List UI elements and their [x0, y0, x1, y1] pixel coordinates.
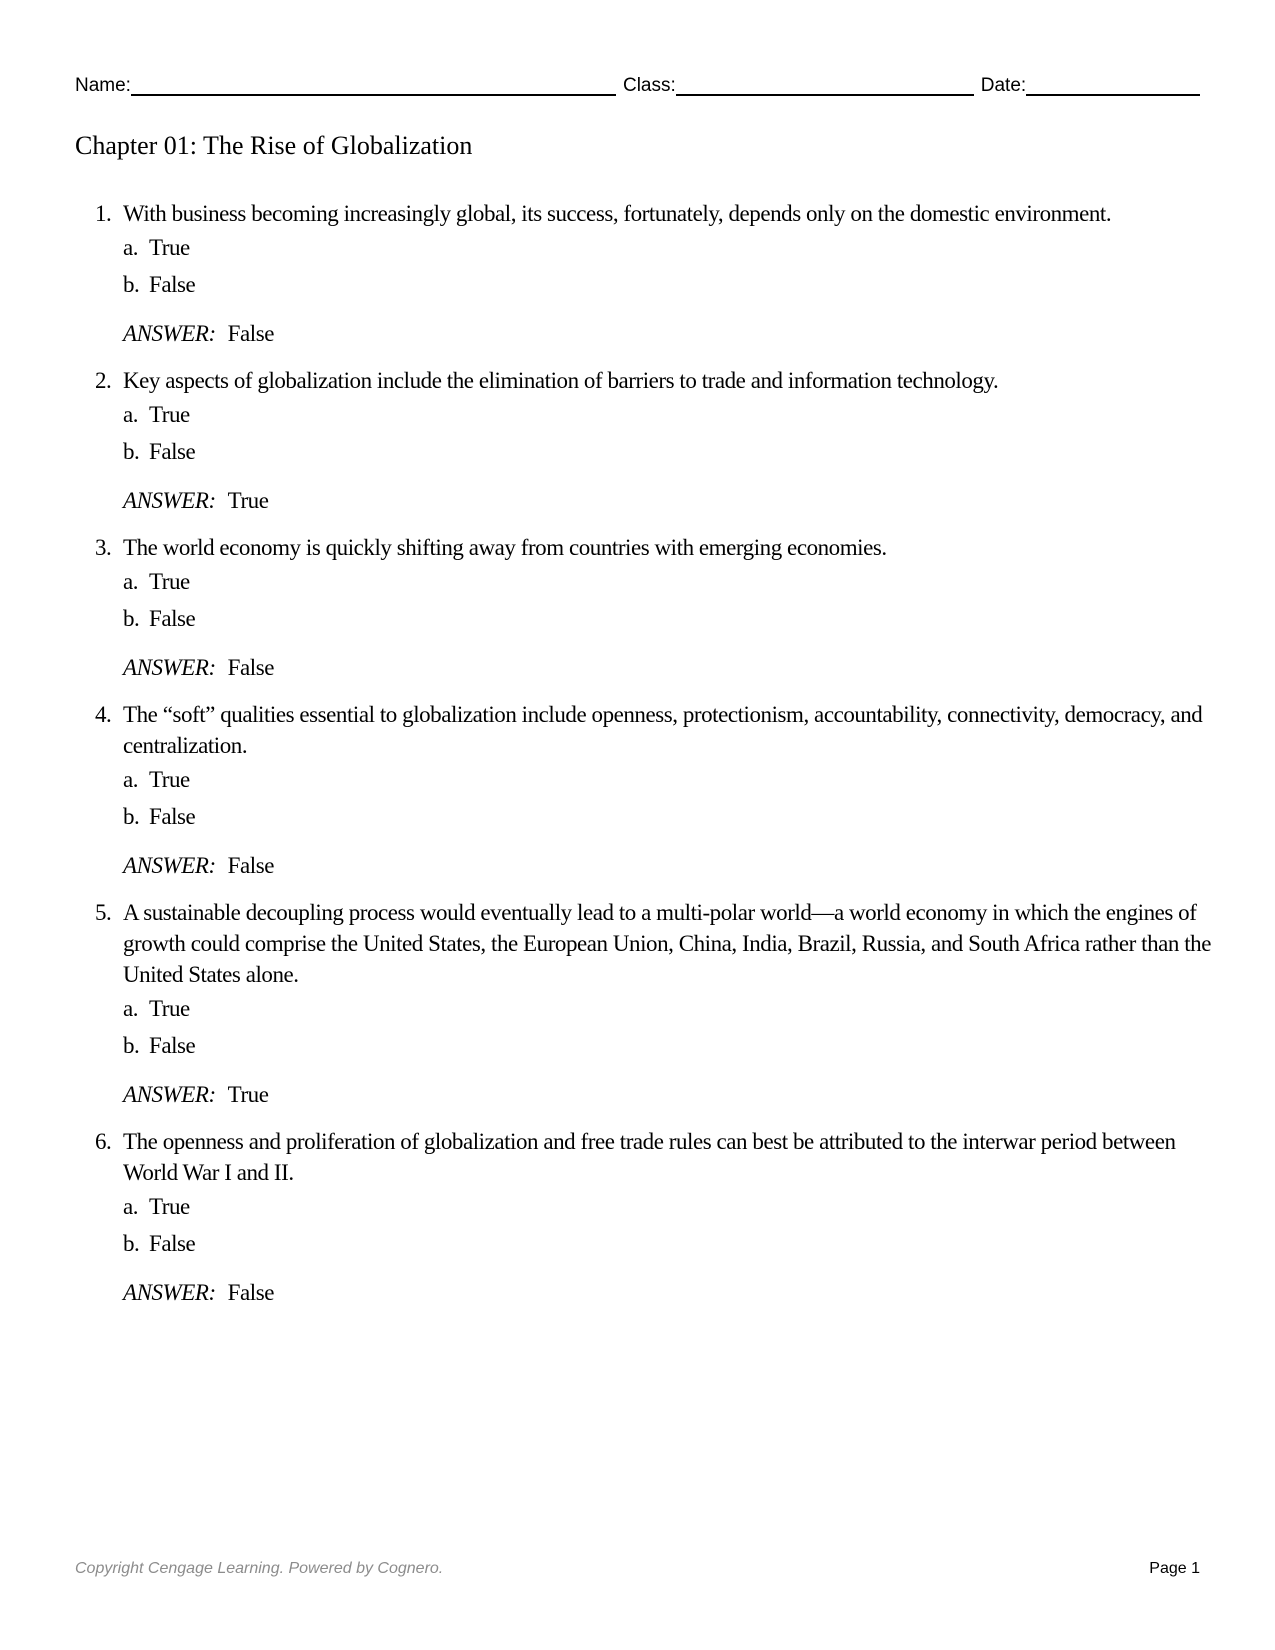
question-text: A sustainable decoupling process would eventually lead to a multi-polar world—a world economy in which the engines of growth could comprise the United States, the European Union, China, India, Brazil, Russia, and South Africa rather than the United States alone. — [123, 900, 1211, 987]
answer — [123, 850, 1215, 883]
option-text: True — [149, 569, 190, 594]
option-false[interactable] — [123, 1030, 1215, 1067]
option-list — [123, 1191, 1215, 1265]
copyright-notice: Copyright Cengage Learning. Powered by Cognero. — [75, 1560, 444, 1577]
option-list — [123, 232, 1215, 306]
class-label: Class: — [622, 75, 676, 96]
option-text: False — [149, 804, 196, 829]
answer-value: False — [227, 1280, 274, 1305]
option-letter: b. — [123, 804, 140, 829]
student-info-header — [75, 74, 1200, 97]
chapter-title: Chapter 01: The Rise of Globalization — [75, 131, 473, 160]
option-text: True — [149, 402, 190, 427]
option-text: True — [149, 235, 190, 260]
question-number: 6. — [95, 1129, 112, 1154]
question-text: The openness and proliferation of globalization and free trade rules can best be attributed to the interwar period between World War I and II. — [123, 1129, 1176, 1185]
answer-value: False — [227, 655, 274, 680]
option-true[interactable] — [123, 566, 1215, 603]
option-list — [123, 566, 1215, 640]
answer-label: ANSWER: — [123, 1082, 216, 1107]
answer-label: ANSWER: — [123, 488, 216, 513]
question-number: 3. — [95, 535, 112, 560]
option-true[interactable] — [123, 399, 1215, 436]
option-letter: a. — [123, 1194, 139, 1219]
answer-label: ANSWER: — [123, 1280, 216, 1305]
option-letter: b. — [123, 1231, 140, 1256]
question-number: 2. — [95, 368, 112, 393]
answer-value: True — [227, 488, 269, 513]
option-text: True — [149, 1194, 190, 1219]
question-list — [0, 198, 1275, 1324]
answer-label: ANSWER: — [123, 321, 216, 346]
question-4 — [0, 699, 1275, 883]
option-letter: b. — [123, 272, 140, 297]
question-3 — [0, 532, 1275, 685]
answer-value: False — [227, 321, 274, 346]
option-text: True — [149, 767, 190, 792]
option-text: True — [149, 996, 190, 1021]
class-field[interactable] — [676, 74, 974, 96]
option-false[interactable] — [123, 436, 1215, 473]
answer — [123, 652, 1215, 685]
option-false[interactable] — [123, 801, 1215, 838]
option-letter: b. — [123, 606, 140, 631]
answer — [123, 1079, 1215, 1112]
question-number: 4. — [95, 702, 112, 727]
option-true[interactable] — [123, 764, 1215, 801]
option-true[interactable] — [123, 993, 1215, 1030]
option-true[interactable] — [123, 232, 1215, 269]
option-letter: a. — [123, 767, 139, 792]
name-label: Name: — [75, 75, 131, 96]
question-number: 5. — [95, 900, 112, 925]
question-text: Key aspects of globalization include the elimination of barriers to trade and information technology. — [123, 368, 999, 393]
option-list — [123, 764, 1215, 838]
question-number: 1. — [95, 201, 112, 226]
option-letter: b. — [123, 1033, 140, 1058]
option-false[interactable] — [123, 269, 1215, 306]
option-false[interactable] — [123, 1228, 1215, 1265]
option-letter: a. — [123, 402, 139, 427]
option-letter: a. — [123, 996, 139, 1021]
option-text: False — [149, 272, 196, 297]
question-text: The world economy is quickly shifting away from countries with emerging economies. — [123, 535, 887, 560]
name-field[interactable] — [131, 74, 616, 96]
answer — [123, 1277, 1215, 1310]
option-text: False — [149, 1033, 196, 1058]
question-2 — [0, 365, 1275, 518]
option-letter: a. — [123, 569, 139, 594]
answer-value: False — [227, 853, 274, 878]
date-field[interactable] — [1026, 74, 1200, 96]
question-6 — [0, 1126, 1275, 1310]
option-list — [123, 993, 1215, 1067]
option-text: False — [149, 1231, 196, 1256]
option-letter: a. — [123, 235, 139, 260]
question-5 — [0, 897, 1275, 1112]
answer — [123, 318, 1215, 351]
page-number: Page 1 — [1149, 1560, 1200, 1577]
option-list — [123, 399, 1215, 473]
answer-label: ANSWER: — [123, 655, 216, 680]
question-text: With business becoming increasingly global, its success, fortunately, depends only on the domestic environment. — [123, 201, 1112, 226]
date-label: Date: — [980, 75, 1027, 96]
option-text: False — [149, 439, 196, 464]
option-text: False — [149, 606, 196, 631]
option-true[interactable] — [123, 1191, 1215, 1228]
question-1 — [0, 198, 1275, 351]
answer-value: True — [227, 1082, 269, 1107]
answer — [123, 485, 1215, 518]
option-false[interactable] — [123, 603, 1215, 640]
option-letter: b. — [123, 439, 140, 464]
question-text: The “soft” qualities essential to globalization include openness, protectionism, accountability, connectivity, democracy, and centralization. — [123, 702, 1203, 758]
answer-label: ANSWER: — [123, 853, 216, 878]
